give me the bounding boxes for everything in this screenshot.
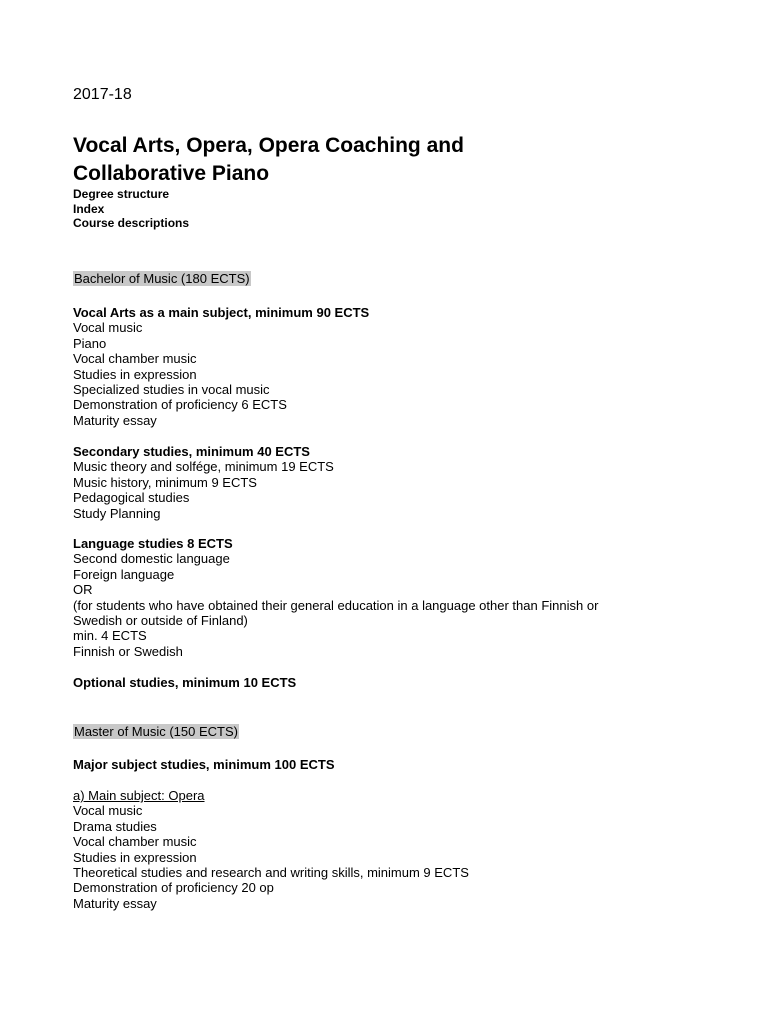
nav-link-degree-structure[interactable]: Degree structure xyxy=(73,187,170,201)
list-item: Study Planning xyxy=(73,505,161,521)
list-item: Second domestic language xyxy=(73,551,230,567)
list-item: Finnish or Swedish xyxy=(73,643,183,659)
list-item: Swedish or outside of Finland) xyxy=(73,613,248,629)
document-nav xyxy=(73,187,189,231)
page-title xyxy=(73,132,464,188)
secondary-studies-section xyxy=(73,444,334,521)
list-item: Specialized studies in vocal music xyxy=(73,382,270,398)
list-item: min. 4 ECTS xyxy=(73,628,147,644)
list-item: Maturity essay xyxy=(73,412,157,428)
nav-link-course-descriptions[interactable]: Course descriptions xyxy=(73,216,190,230)
title-line-1: Vocal Arts, Opera, Opera Coaching and xyxy=(73,134,464,157)
list-item: Pedagogical studies xyxy=(73,490,190,506)
list-item: Demonstration of proficiency 20 op xyxy=(73,880,274,896)
list-item: Demonstration of proficiency 6 ECTS xyxy=(73,397,287,413)
list-item: Music theory and solfége, minimum 19 ECTS xyxy=(73,459,334,475)
list-item: Vocal music xyxy=(73,803,143,819)
language-studies-heading: Language studies 8 ECTS xyxy=(73,536,233,551)
list-item: (for students who have obtained their general education in a language other than Finnish or xyxy=(73,597,599,613)
vocal-arts-heading: Vocal Arts as a main subject, minimum 90 ECTS xyxy=(73,305,370,320)
list-item: Piano xyxy=(73,335,107,351)
master-heading xyxy=(73,724,239,739)
nav-link-index[interactable]: Index xyxy=(73,201,105,216)
list-item: Studies in expression xyxy=(73,366,197,382)
list-item: Studies in expression xyxy=(73,849,197,865)
vocal-arts-section xyxy=(73,305,369,428)
academic-year: 2017-18 xyxy=(73,86,132,103)
optional-studies-heading: Optional studies, minimum 10 ECTS xyxy=(73,675,297,690)
list-item: Vocal chamber music xyxy=(73,351,197,367)
bachelor-heading-text: Bachelor of Music (180 ECTS) xyxy=(74,271,250,286)
list-item: Vocal chamber music xyxy=(73,834,197,850)
list-item: Music history, minimum 9 ECTS xyxy=(73,474,257,490)
bachelor-heading xyxy=(73,271,251,286)
opera-subject-heading: a) Main subject: Opera xyxy=(73,788,205,803)
list-item: Theoretical studies and research and writing skills, minimum 9 ECTS xyxy=(73,865,469,881)
title-line-2: Collaborative Piano xyxy=(73,162,270,185)
master-heading-text: Master of Music (150 ECTS) xyxy=(74,724,238,739)
language-studies-section xyxy=(73,536,598,659)
list-item: Maturity essay xyxy=(73,895,157,911)
secondary-studies-heading: Secondary studies, minimum 40 ECTS xyxy=(73,444,310,459)
list-item: Drama studies xyxy=(73,818,157,834)
list-item: OR xyxy=(73,582,93,598)
major-subject-heading: Major subject studies, minimum 100 ECTS xyxy=(73,757,335,772)
list-item: Vocal music xyxy=(73,320,143,336)
opera-section xyxy=(73,788,469,911)
list-item: Foreign language xyxy=(73,566,175,582)
